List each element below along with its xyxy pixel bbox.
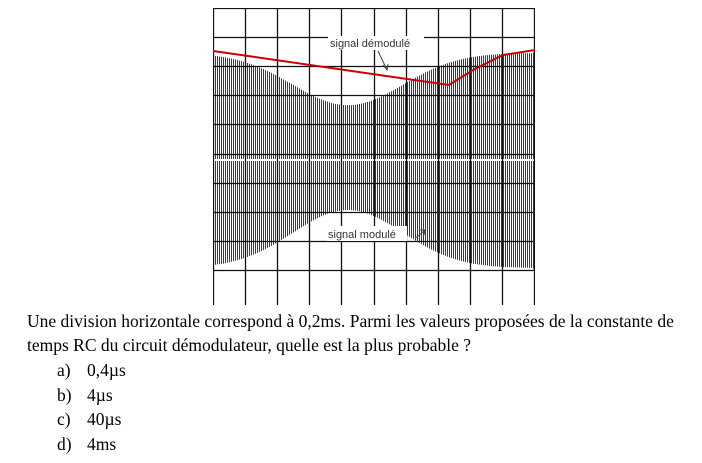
option-value: 4µs bbox=[87, 384, 113, 405]
oscilloscope-figure bbox=[213, 8, 535, 305]
option-letter: a) bbox=[57, 360, 71, 380]
label-signal-demodule: signal démodulé bbox=[330, 38, 411, 50]
option-letter: c) bbox=[57, 409, 71, 429]
option-b[interactable] bbox=[57, 383, 126, 408]
option-d[interactable] bbox=[57, 432, 126, 457]
option-letter: b) bbox=[57, 384, 72, 405]
option-value: 40µs bbox=[87, 409, 122, 429]
option-c[interactable] bbox=[57, 407, 126, 432]
label-signal-module: signal modulé bbox=[328, 229, 396, 241]
option-a[interactable] bbox=[57, 358, 126, 383]
option-value: 4ms bbox=[87, 433, 117, 454]
option-value: 0,4µs bbox=[87, 360, 126, 380]
option-letter: d) bbox=[57, 433, 72, 454]
question-text: Une division horizontale correspond à 0,2ms. Parmi les valeurs proposées de la constante de temps RC du circuit démodulateur, quelle est la plus probable ? bbox=[27, 311, 674, 355]
answer-options bbox=[57, 358, 126, 456]
